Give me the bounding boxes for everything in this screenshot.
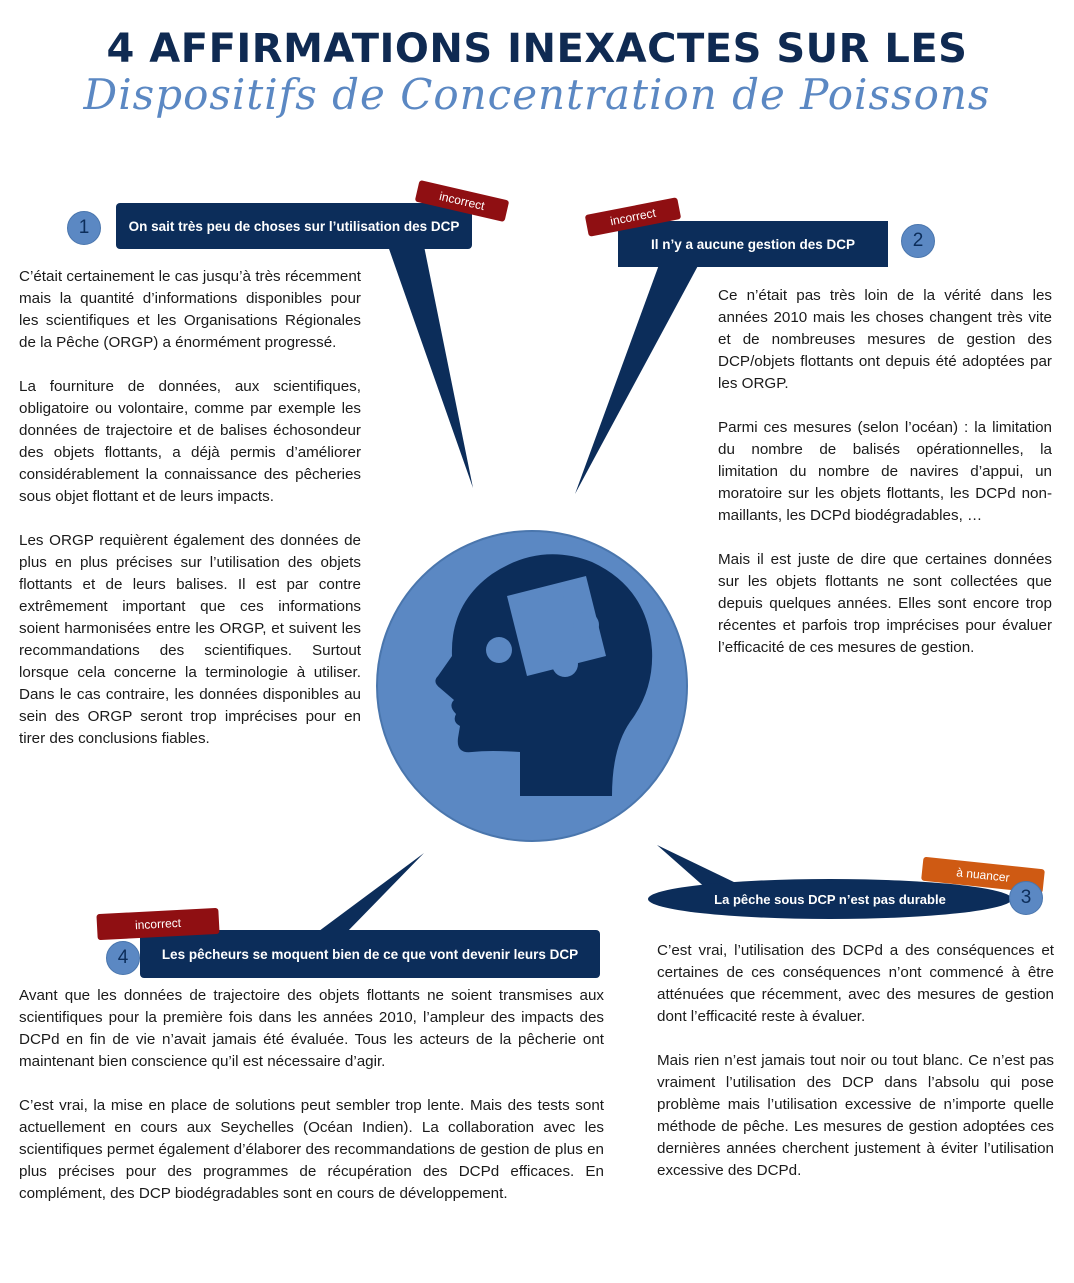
- myth-3-number-badge: 3: [1009, 881, 1043, 915]
- myth-3-text: [657, 940, 1054, 1182]
- bubble-2-tail: [575, 262, 700, 494]
- myth-1-paragraph: C’était certainement le cas jusqu’à très récemment mais la quantité d’informations disponibles pour les scientifiques et les Organisations Régionales de la Pêche (ORGP) a énormément progressé.: [19, 268, 361, 351]
- myth-1-text: [19, 266, 361, 750]
- myth-1-number-badge: 1: [67, 211, 101, 245]
- myth-1-verdict-tag: incorrect: [415, 180, 510, 222]
- myth-4-number-badge: 4: [106, 941, 140, 975]
- myth-3-statement: La pêche sous DCP n’est pas durable: [714, 891, 946, 907]
- bubble-1-tail: [388, 246, 473, 488]
- myth-2-number-badge: 2: [901, 224, 935, 258]
- myth-2-statement: Il n’y a aucune gestion des DCP: [650, 236, 856, 252]
- myth-2-paragraph: Ce n’était pas très loin de la vérité dans les années 2010 mais les choses changent très vite et de nombreuses mesures de gestion des DCP/objets flottants ont depuis été adoptées par les ORGP.: [718, 287, 1052, 392]
- myth-4-verdict-tag: incorrect: [96, 908, 219, 940]
- myth-3-bubble: [648, 879, 1012, 919]
- myth-1-paragraph: Les ORGP requièrent également des données de plus en plus précises sur l’utilisation des objets flottants et de leurs balises. Il est par contre extrêmement important que ces informations soient harmonisées entre les ORGP, et suivent les recommandations des scientifiques. Surtout lorsque cela concerne la terminologie à utiliser. Dans le cas contraire, les données disponibles au sein des ORGP seront trop imprécises pour en tirer des conclusions fiables.: [19, 532, 361, 747]
- myth-3-paragraph: C’est vrai, l’utilisation des DCPd a des conséquences et certaines de ces conséquences n’ont commencé à être atténuées que récemment, avec des mesures de gestion dont l’efficacité reste à évaluer.: [657, 942, 1054, 1025]
- myth-2-text: [718, 285, 1052, 659]
- page-subtitle: Dispositifs de Concentration de Poissons: [83, 70, 991, 119]
- myth-4-bubble: [140, 930, 600, 978]
- myth-2-bubble: [618, 221, 888, 267]
- myth-2-paragraph: Parmi ces mesures (selon l’océan) : la limitation du nombre de balisés opérationnelles, la limitation du nombre de navires d’appui, un moratoire sur les objets flottants, les DCPd non-maillants, les DCPd biodégradables, …: [718, 419, 1052, 524]
- myth-4-paragraph: Avant que les données de trajectoire des objets flottants ne soient transmises aux scientifiques pour la première fois dans les années 2010, l’ampleur des impacts des DCPd en fin de vie n’avait jamais été évaluée. Tous les acteurs de la pêcherie ont maintenant bien conscience qu’il est nécessaire d’agir.: [19, 987, 604, 1070]
- myth-2-paragraph: Mais il est juste de dire que certaines données sur les objets flottants ne sont collectées que depuis quelques années. Elles sont encore trop récentes et parfois trop imprécises pour évaluer l’efficacité de ces mesures de gestion.: [718, 551, 1052, 656]
- myth-1-statement: On sait très peu de choses sur l’utilisation des DCP: [128, 218, 460, 234]
- myth-2-verdict-tag: incorrect: [585, 197, 681, 237]
- bubble-4-tail: [315, 853, 424, 934]
- myth-1-paragraph: La fourniture de données, aux scientifiques, obligatoire ou volontaire, comme par exemple les données de trajectoire et de balises échosondeur des objets flottants, a déjà permis d’améliorer considérablement la connaissance des pêcheries sous objet flottant et de leurs impacts.: [19, 378, 361, 505]
- myth-3-verdict-tag: à nuancer: [921, 857, 1045, 894]
- myth-4-statement: Les pêcheurs se moquent bien de ce que vont devenir leurs DCP: [161, 946, 579, 962]
- page-title: 4 AFFIRMATIONS INEXACTES SUR LES: [106, 26, 968, 72]
- myth-3-paragraph: Mais rien n’est jamais tout noir ou tout blanc. Ce n’est pas vraiment l’utilisation des DCP dans l’absolu qui pose problème mais l’utilisation excessive de n’importe quelle méthode de pêche. Les mesures de gestion adoptées ces dernières années cherchent justement à éviter l’utilisation excessive des DCPd.: [657, 1052, 1054, 1179]
- myth-4-paragraph: C’est vrai, la mise en place de solutions peut sembler trop lente. Mais des tests sont actuellement en cours aux Seychelles (Océan Indien). La collaboration avec les scientifiques permet également d’élaborer des recommandations de gestion de plus en plus précises pour des programmes de récupération des DCPd efficaces. En complément, des DCP biodégradables sont en cours de développement.: [19, 1097, 604, 1202]
- myth-1-bubble: [116, 203, 472, 249]
- myth-4-text: [19, 985, 604, 1205]
